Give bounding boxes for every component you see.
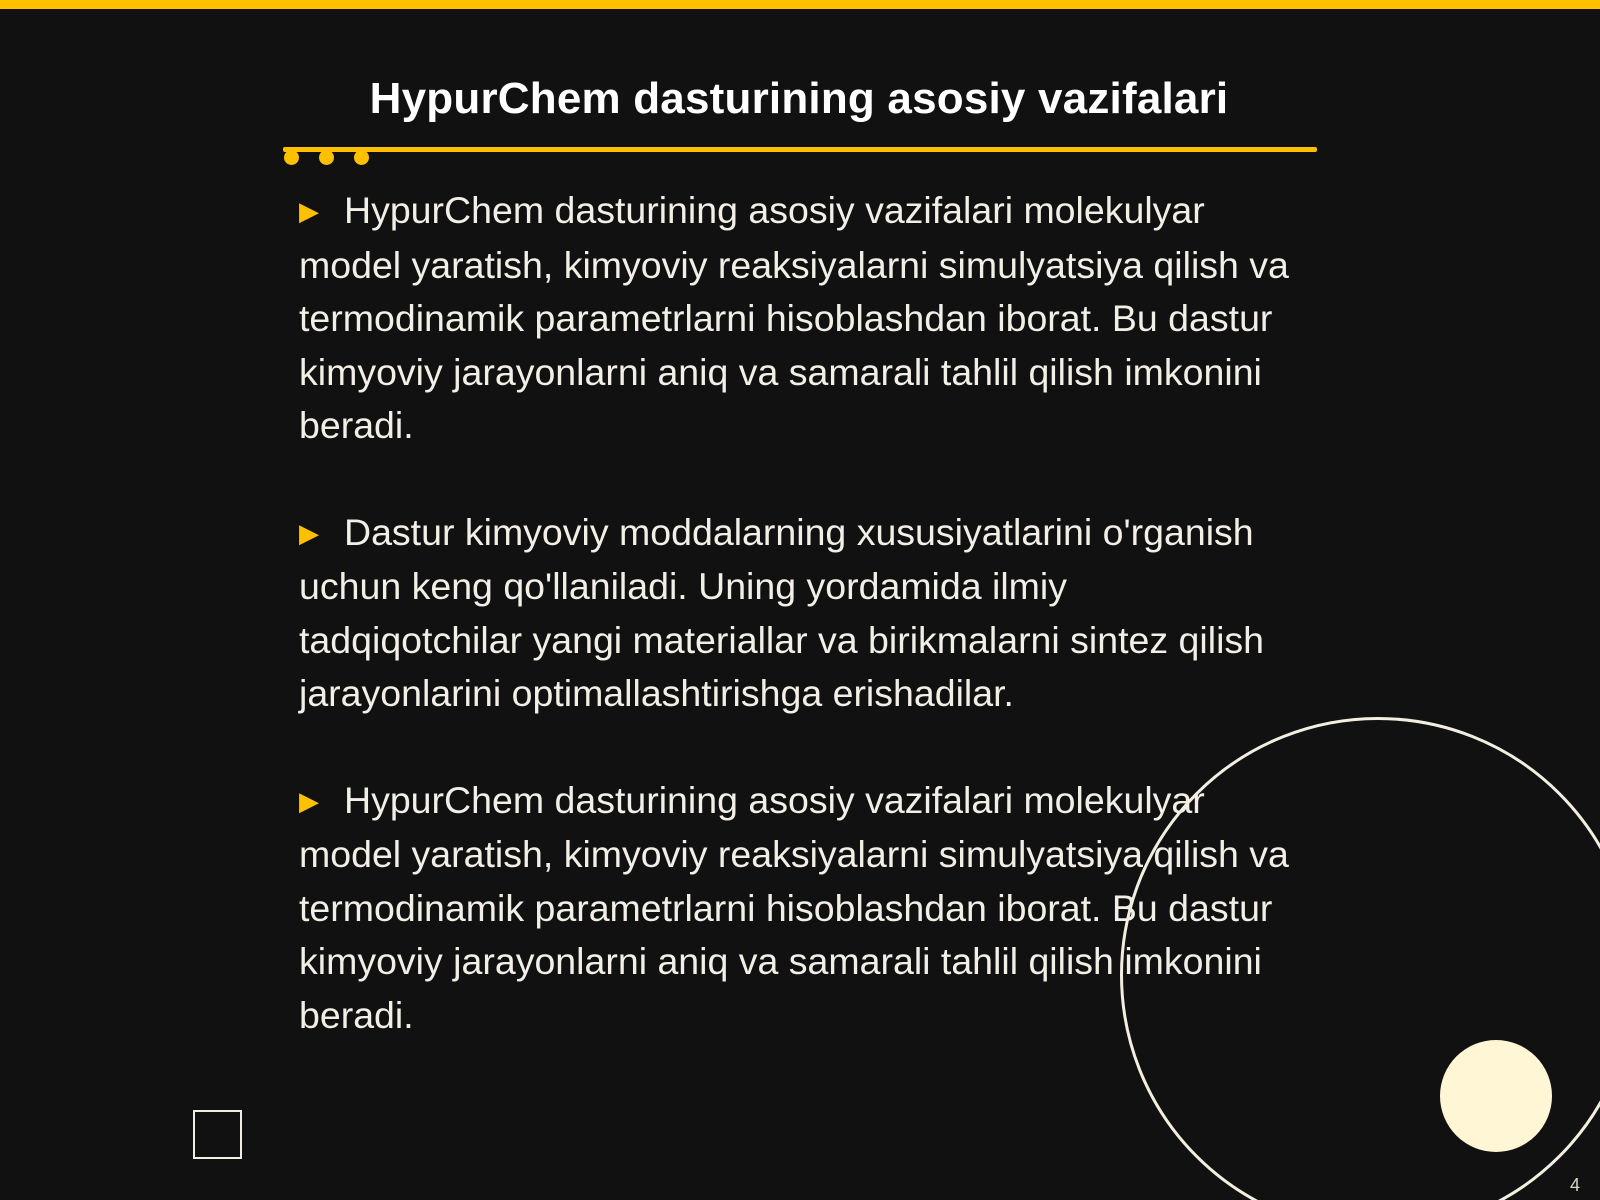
- bullet-text: HypurChem dasturining asosiy vazifalari molekulyar model yaratish, kimyoviy reaksiyalarni simulyatsiya qilish va termodinamik parametrlarni hisoblashdan iborat. Bu dastur kimyoviy jarayonlarni aniq va samarali tahlil qilish imkonini beradi.: [299, 189, 1289, 446]
- bullet-item: [299, 506, 1299, 721]
- bullet-list: [299, 184, 1299, 1095]
- page-number: 4: [1569, 1175, 1580, 1195]
- top-accent-bar: [0, 0, 1600, 9]
- triangle-bullet-icon: ▶: [299, 517, 319, 548]
- accent-dot-1: [284, 150, 299, 165]
- bullet-item: [299, 184, 1299, 453]
- triangle-bullet-icon: ▶: [299, 196, 319, 226]
- triangle-bullet-icon: ▶: [299, 785, 319, 816]
- accent-dot-3: [354, 150, 369, 165]
- decorative-filled-circle: [1440, 1040, 1552, 1152]
- title-underline: [283, 147, 1317, 152]
- slide-title: HypurChem dasturining asosiy vazifalari: [369, 74, 1229, 123]
- bullet-text: Dastur kimyoviy moddalarning xususiyatlarini o'rganish uchun keng qo'llaniladi. Uning yordamida ilmiy tadqiqotchilar yangi materiallar va birikmalarni sintez qilish jarayonlarini optimallashtirishga erishadilar.: [299, 510, 1265, 714]
- decorative-outline-square: [193, 1110, 242, 1159]
- bullet-item: [299, 774, 1299, 1043]
- accent-dot-2: [319, 150, 334, 165]
- bullet-text: HypurChem dasturining asosiy vazifalari molekulyar model yaratish, kimyoviy reaksiyalarni simulyatsiya qilish va termodinamik parametrlarni hisoblashdan iborat. Bu dastur kimyoviy jarayonlarni aniq va samarali tahlil qilish imkonini beradi.: [299, 778, 1289, 1036]
